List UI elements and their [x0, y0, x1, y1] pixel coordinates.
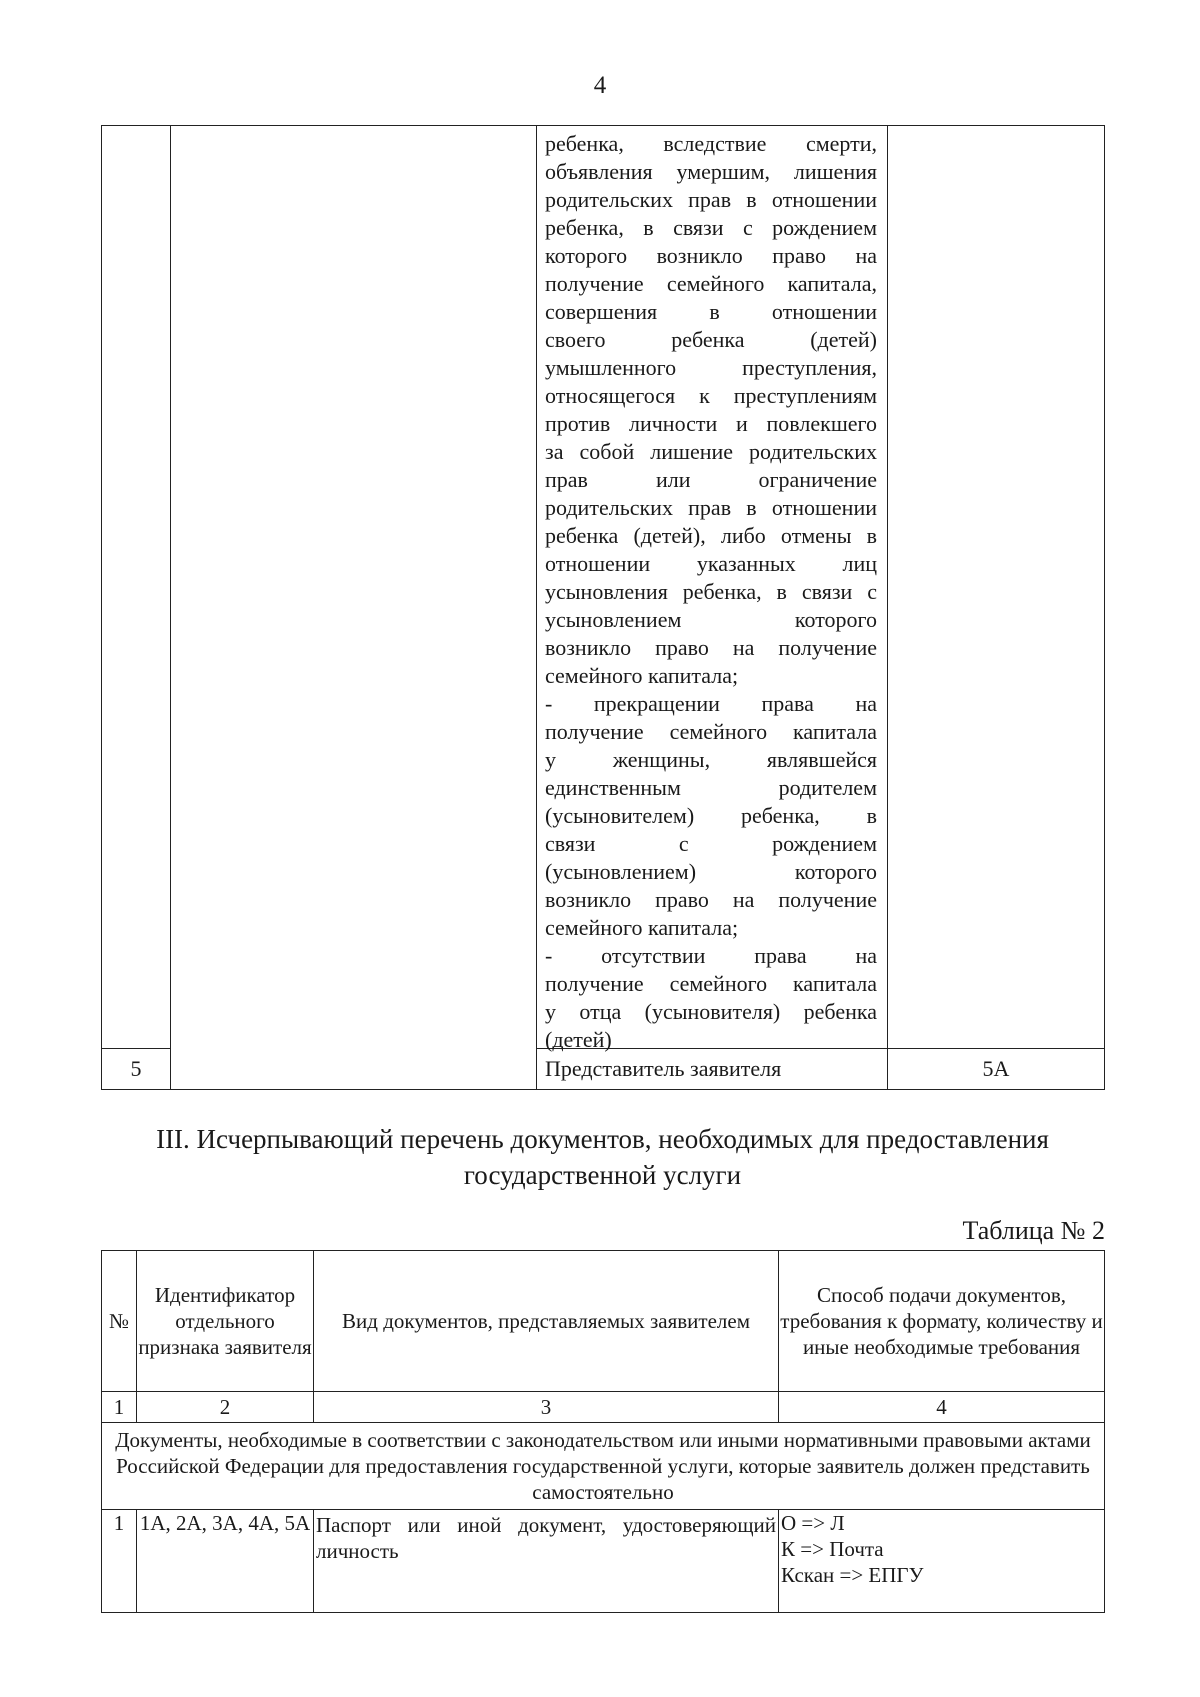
text-line: (детей): [545, 1027, 612, 1052]
text-line: прав или ограничение: [545, 467, 877, 492]
table-caption: Таблица № 2: [962, 1216, 1105, 1245]
text-line: возникло право на получение: [545, 635, 877, 660]
description-text: [537, 126, 887, 1052]
text-line: (усыновлением) которого: [545, 859, 877, 884]
text-line: отношении указанных лиц: [545, 551, 877, 576]
text-line: - отсутствии права на: [545, 943, 877, 968]
text-line: родительских прав в отношении: [545, 495, 877, 520]
text-line: родительских прав в отношении: [545, 187, 877, 212]
text-line: у женщины, являвшейся: [545, 747, 877, 772]
text-line: получение семейного капитала: [545, 719, 877, 744]
method-item: О => Л: [781, 1511, 845, 1535]
header-documents: Вид документов, представляемых заявителем: [314, 1251, 779, 1392]
text-line: - прекращении права на: [545, 691, 877, 716]
table-header-row: [102, 1251, 1105, 1392]
method-item: К => Почта: [781, 1537, 884, 1561]
text-line: совершения в отношении: [545, 299, 877, 324]
documents-table: [101, 1250, 1105, 1613]
header-identifier: Идентификатор отдельного признака заявителя: [137, 1251, 314, 1392]
text-line: получение семейного капитала: [545, 971, 877, 996]
applicants-table-continuation: [101, 125, 1105, 1090]
row-document: Паспорт или иной документ, удостоверяющий личность: [314, 1510, 779, 1613]
column-number: 4: [779, 1392, 1105, 1423]
text-line: усыновления ребенка, в связи с: [545, 579, 877, 604]
applicant-code: 5А: [888, 1049, 1105, 1090]
text-line: объявления умершим, лишения: [545, 159, 877, 184]
text-line: ребенка, в связи с рождением: [545, 215, 877, 240]
cell-code-empty: [888, 126, 1105, 1049]
section-title: III. Исчерпывающий перечень документов, необходимых для предоставления государственной услуги: [156, 1124, 1049, 1190]
text-line: семейного капитала;: [545, 915, 739, 940]
cell-num-empty: [102, 126, 171, 1049]
group-title-row: [102, 1423, 1105, 1510]
column-number: 1: [102, 1392, 137, 1423]
text-line: получение семейного капитала,: [545, 271, 877, 296]
text-line: связи с рождением: [545, 831, 877, 856]
text-line: за собой лишение родительских: [545, 439, 877, 464]
column-numbers-row: [102, 1392, 1105, 1423]
text-line: у отца (усыновителя) ребенка: [545, 999, 877, 1024]
text-line: усыновлением которого: [545, 607, 877, 632]
text-line: против личности и повлекшего: [545, 411, 877, 436]
column-number: 2: [137, 1392, 314, 1423]
row-number: 1: [102, 1510, 137, 1613]
table-row: [102, 1510, 1105, 1613]
method-item: Кскан => ЕПГУ: [781, 1563, 924, 1587]
text-line: ребенка (детей), либо отмены в: [545, 523, 877, 548]
applicant-category: Представитель заявителя: [537, 1049, 888, 1090]
row-methods: [779, 1510, 1105, 1613]
text-line: (усыновителем) ребенка, в: [545, 803, 877, 828]
cell-description-continued: [537, 126, 888, 1052]
header-method: Способ подачи документов, требования к формату, количеству и иные необходимые требования: [779, 1251, 1105, 1392]
text-line: своего ребенка (детей): [545, 327, 877, 352]
group-title: Документы, необходимые в соответствии с законодательством или иными нормативными правовыми актами Российской Федерации для предоставления государственной услуги, которые заявитель должен представить самостоятельно: [102, 1423, 1105, 1510]
row-number: 5: [102, 1049, 171, 1090]
cell-identifier-empty: [171, 126, 537, 1090]
table-row: [102, 126, 1105, 1049]
header-num: №: [102, 1251, 137, 1392]
column-number: 3: [314, 1392, 779, 1423]
text-line: возникло право на получение: [545, 887, 877, 912]
text-line: семейного капитала;: [545, 663, 739, 688]
page-number: 4: [593, 72, 607, 99]
text-line: которого возникло право на: [545, 243, 877, 268]
row-identifier: 1А, 2А, 3А, 4А, 5А: [137, 1510, 314, 1613]
text-line: единственным родителем: [545, 775, 877, 800]
text-line: ребенка, вследствие смерти,: [545, 131, 877, 156]
text-line: умышленного преступления,: [545, 355, 877, 380]
text-line: относящегося к преступлениям: [545, 383, 877, 408]
